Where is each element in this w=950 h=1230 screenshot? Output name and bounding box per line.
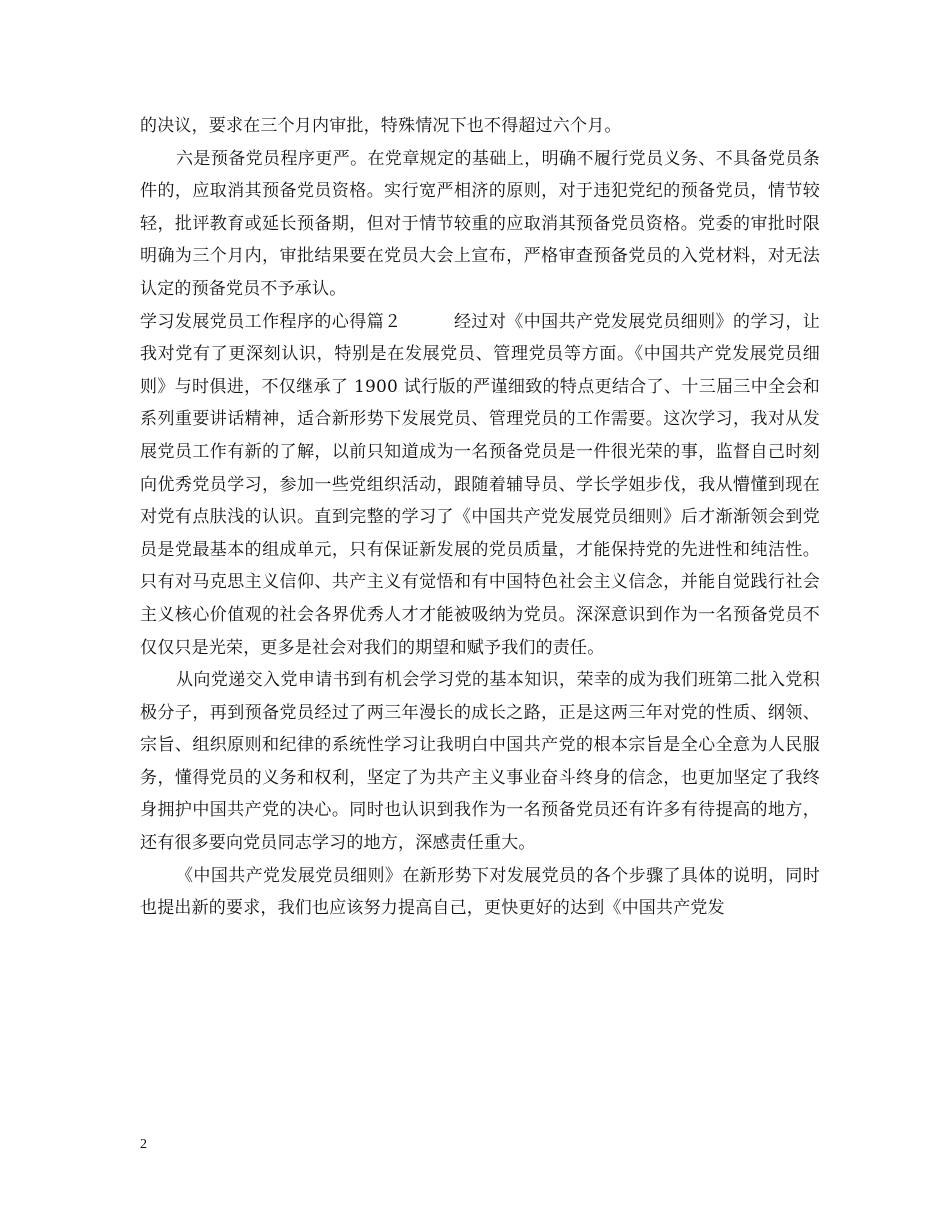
paragraph-1: 的决议，要求在三个月内审批，特殊情况下也不得超过六个月。 [140,116,622,136]
paragraph-3: 学习发展党员工作程序的心得篇２ 经过对《中国共产党发展党员细则》的学习，让我对党有了更深刻认识，特别是在发展党员、管理党员等方面。《中国共产党发展党员细则》与时俱进，不仅继承了 1900 试行版的严谨细致的特点更结合了、十三届三中全会和系列重要讲话精神，适合新形势下发展党员、管理党员的工作需要。这次学习，我对从发展党员工作有新的了解，以前只知道成为一名预备党员是一件很光荣的事，监督自己时刻向优秀党员学习，参加一些党组织活动，跟随着辅导员、学长学姐步伐，我从懵懂到现在对党有点肤浅的认识。直到完整的学习了《中国共产党发展党员细则》后才渐渐领会到党员是党最基本的组成单元，只有保证新发展的党员质量，才能保持党的先进性和纯洁性。只有对马克思主义信仰、共产主义有觉悟和有中国特色社会主义信念，并能自觉践行社会主义核心价值观的社会各界优秀人才才能被吸纳为党员。深深意识到作为一名预备党员不仅仅只是光荣，更多是社会对我们的期望和赋予我们的责任。 [140,311,820,658]
document-body [140,110,820,925]
paragraph-4: 从向党递交入党申请书到有机会学习党的基本知识，荣幸的成为我们班第二批入党积极分子，再到预备党员经过了两三年漫长的成长之路，正是这两三年对党的性质、纲领、宗旨、组织原则和纪律的系统性学习让我明白中国共产党的根本宗旨是全心全意为人民服务，懂得党员的义务和权利，坚定了为共产主义事业奋斗终身的信念，也更加坚定了我终身拥护中国共产党的决心。同时也认识到我作为一名预备党员还有许多有待提高的地方，还有很多要向党员同志学习的地方，深感责任重大。 [140,670,820,854]
page-number: 2 [140,1137,147,1152]
paragraph-5: 《中国共产党发展党员细则》在新形势下对发展党员的各个步骤了具体的说明，同时也提出新的要求，我们也应该努力提高自己，更快更好的达到《中国共产党发 [140,865,820,919]
paragraph-2: 六是预备党员程序更严。在党章规定的基础上，明确不履行党员义务、不具备党员条件的，应取消其预备党员资格。实行宽严相济的原则，对于违犯党纪的预备党员，情节较轻，批评教育或延长预备期，但对于情节较重的应取消其预备党员资格。党委的审批时限明确为三个月内，审批结果要在党员大会上宣布，严格审查预备党员的入党材料，对无法认定的预备党员不予承认。 [140,148,820,299]
